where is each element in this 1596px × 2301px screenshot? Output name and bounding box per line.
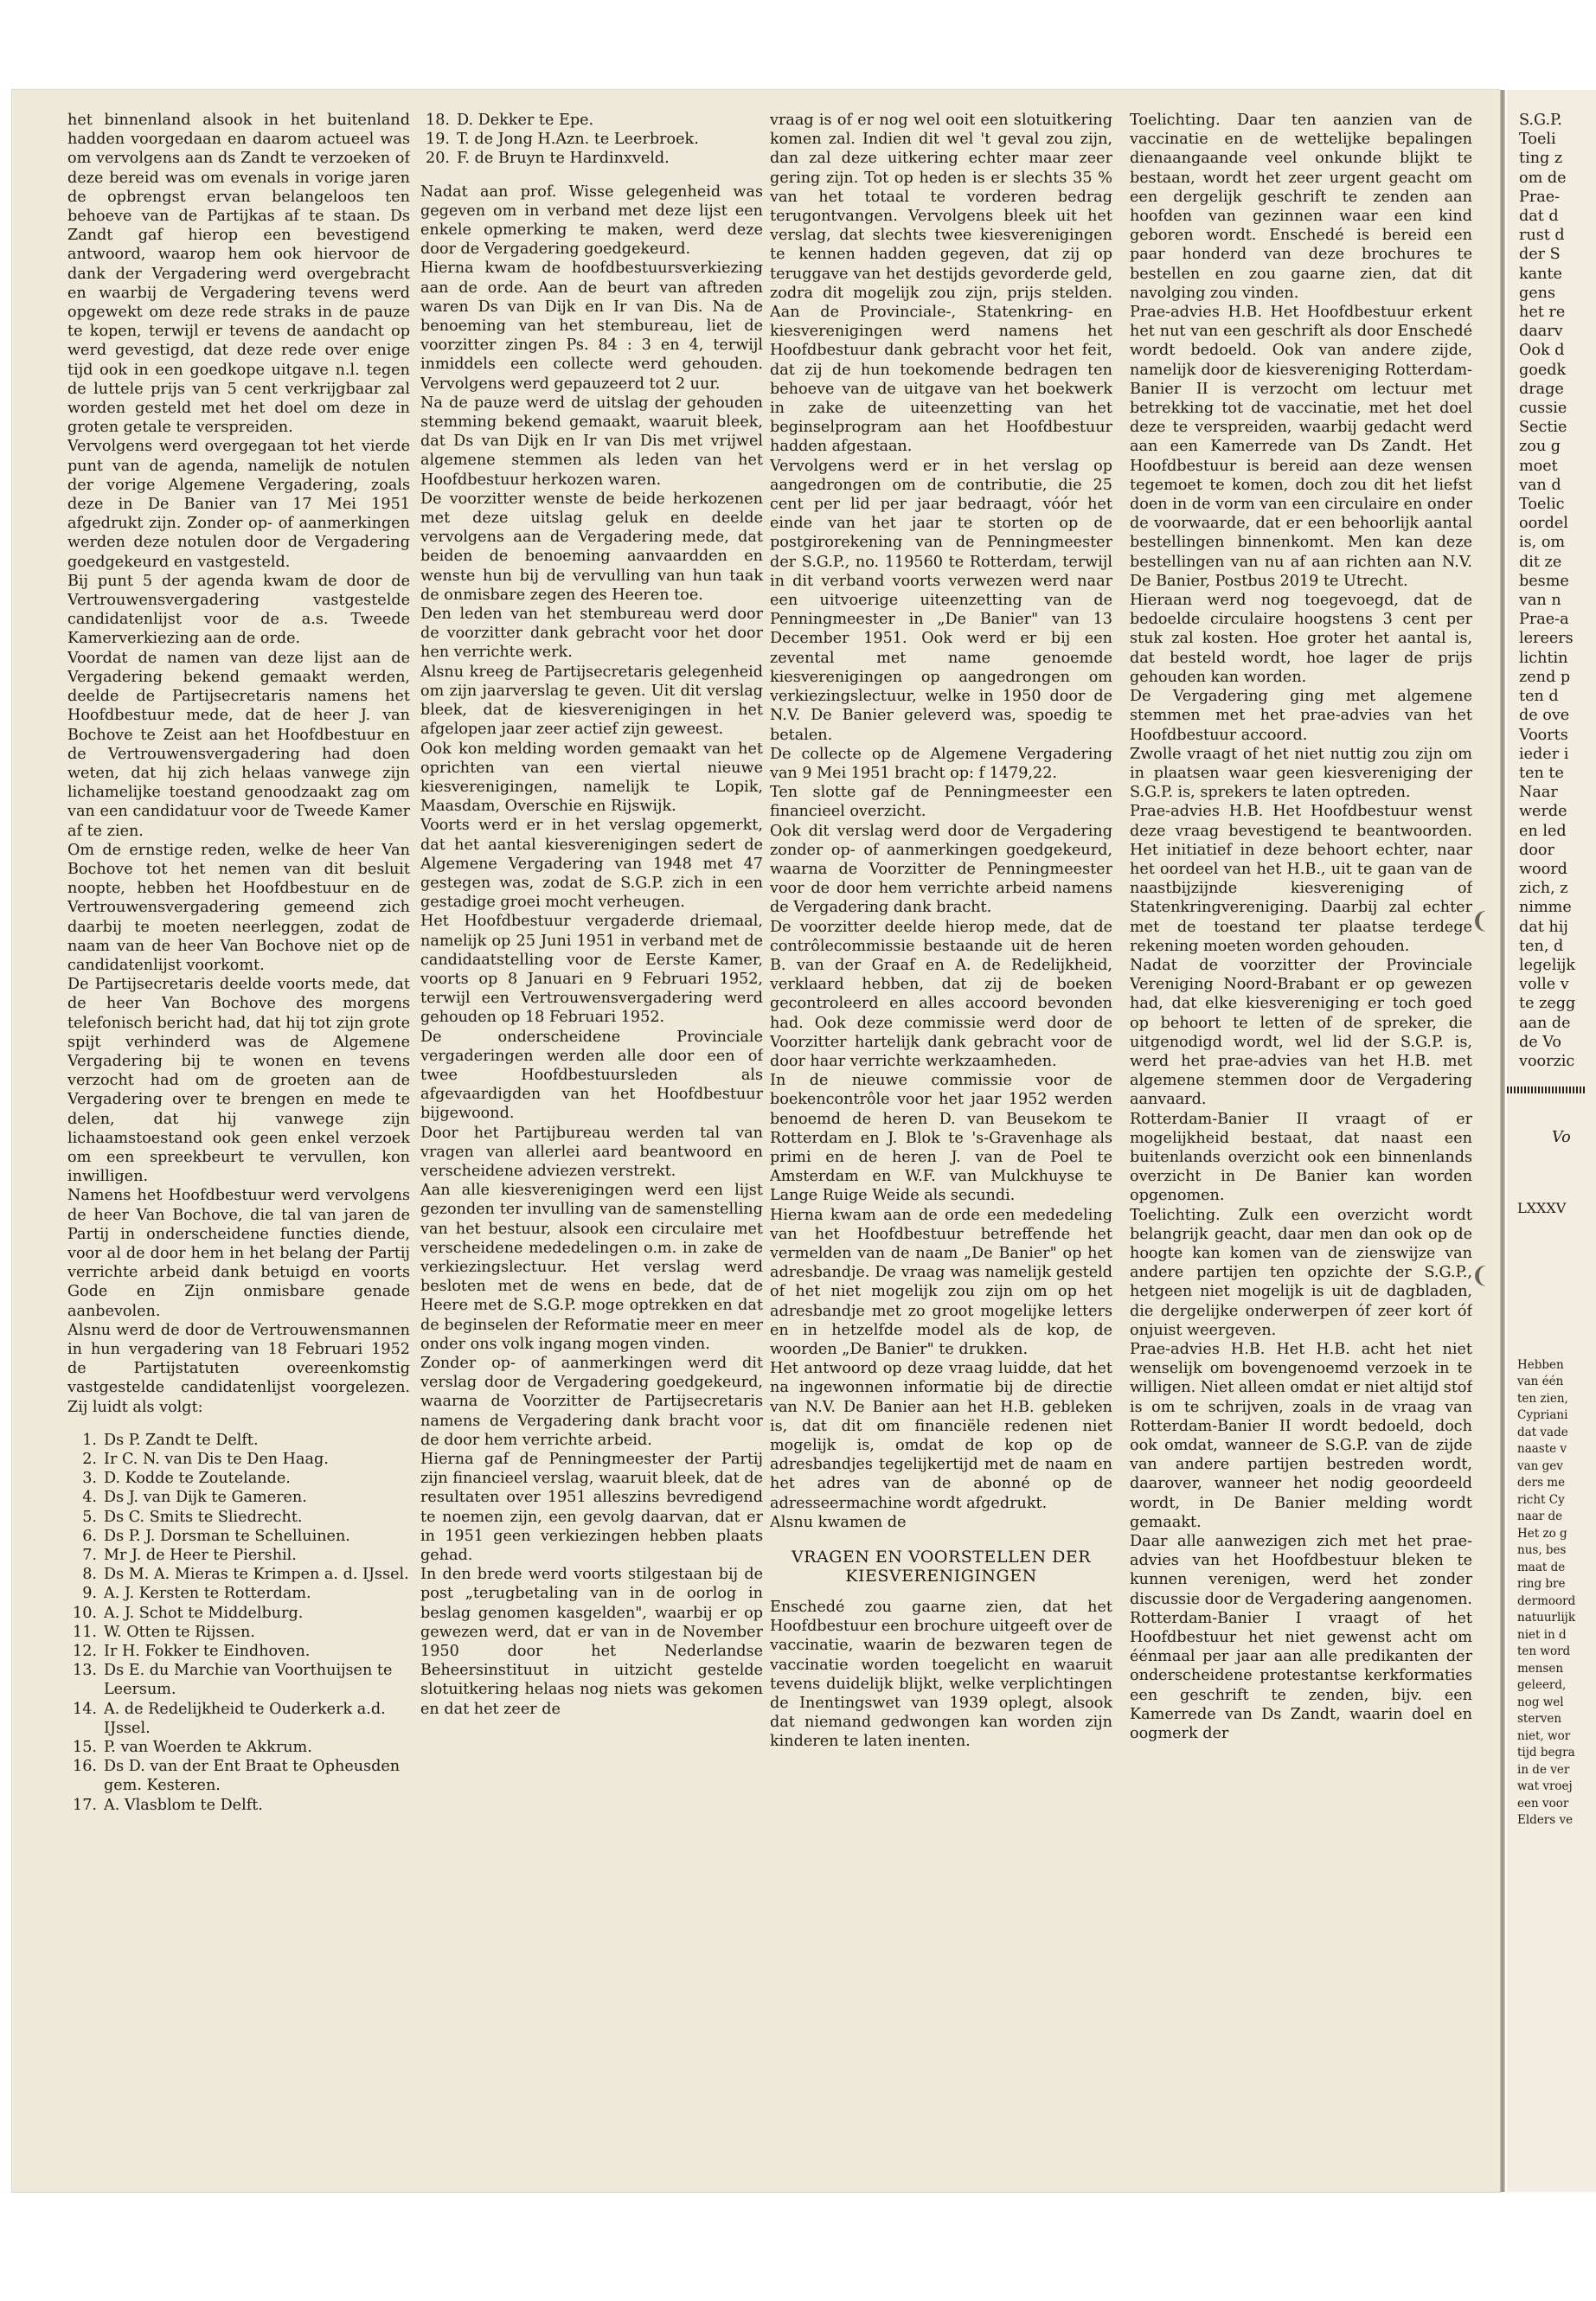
text-fragment: S.G.P.: [1519, 112, 1562, 129]
binding-mark-icon: ❨: [1471, 908, 1490, 934]
text-fragment: nog wel: [1517, 1695, 1564, 1709]
list-item: [67, 1546, 410, 1565]
text-fragment: lereers: [1519, 630, 1574, 648]
list-number: 2.: [82, 1451, 97, 1469]
text-fragment: dat vade: [1517, 1425, 1568, 1439]
next-page-fragment: [1507, 90, 1596, 2192]
text-fragment: ten d: [1519, 688, 1559, 706]
text-fragment: om de: [1519, 169, 1567, 187]
paragraph: Hierna kwam de hoofdbestuursverkiezing aan de orde. Aan de beurt van aftreden waren Ds van Dijk en Ir van Dis. Na de benoeming van het stembureau, liet de voorzitter zingen Ps. 84 : 3 en 4, terwijl inmiddels een collecte werd gehouden. Vervolgens werd gepauzeerd tot 2 uur.: [420, 260, 763, 393]
text-fragment: Naar: [1519, 784, 1558, 802]
text-fragment: goedk: [1519, 361, 1567, 379]
paragraph: Na de pauze werd de uitslag der gehouden stemming bekend gemaakt, waaruit bleek, dat Ds van Dijk en Ir van Dis met vrijwel algemene stemmen als leden van het Hoofdbestuur herkozen waren.: [420, 394, 763, 489]
text-fragment: zich, z: [1519, 880, 1568, 898]
text-fragment: de Vo: [1519, 1033, 1561, 1051]
paragraph: Toelichting. Daar ten aanzien van de vaccinatie en de wettelijke bepalingen dienaangaande veel onkunde blijkt te bestaan, wordt het zeer urgent geacht om een dergelijk geschrift te zenden aan hoofden van gezinnen waar een kind geboren wordt. Enschedé is bereid een paar honderd van deze brochures te bestellen en zou gaarne zien, dat dit navolging zou vinden.: [1130, 112, 1472, 302]
candidate-name: D. Kodde te Zoutelande.: [104, 1470, 291, 1488]
text-fragment: naar de: [1517, 1509, 1563, 1524]
paragraph: Hierna gaf de Penningmeester der Partij zijn financieel verslag, waaruit bleek, dat de resultaten over 1951 alleszins bevredigend te noemen zijn, een gevolg daarvan, dat er in 1951 geen verkiezingen hebben plaats gehad.: [420, 1451, 763, 1565]
candidate-name: Ds M. A. Mieras te Krimpen a. d. IJssel.: [104, 1566, 409, 1584]
text-fragment: Sectie: [1519, 419, 1567, 437]
text-fragment: ten, d: [1519, 937, 1564, 955]
candidate-name: T. de Jong H.Azn. te Leerbroek.: [457, 131, 699, 149]
text-fragment: in de ver: [1517, 1762, 1570, 1777]
paragraph: Voorts werd er in het verslag opgemerkt, dat het aantal kiesverenigingen sedert de Algemene Vergadering van 1948 met 47 gestegen was, zodat de S.G.P. zich in een gestadige groei mocht verheugen.: [420, 817, 763, 912]
paragraph: De Partijsecretaris deelde voorts mede, dat de heer Van Bochove des morgens telefonisch bericht had, dat hij tot zijn grote spijt verhinderd was de Algemene Vergadering bij te wonen en tevens verzocht had om de groeten aan de Vergadering over te brengen en mede te delen, dat hij vanwege zijn lichaamstoestand ook geen enkel verzoek om een spreekbeurt te vervullen, kon inwilligen.: [67, 976, 410, 1186]
text-fragment: richt Cy: [1517, 1492, 1565, 1507]
paragraph: De collecte op de Algemene Vergadering van 9 Mei 1951 bracht op: f 1479,22.: [770, 745, 1112, 782]
binding-mark-icon: ❨: [1471, 1263, 1490, 1289]
text-fragment: en led: [1519, 822, 1567, 840]
text-fragment: Toeli: [1519, 131, 1556, 149]
paragraph: Prae-advies H.B. Het Hoofdbestuur erkent het nut van een geschrift als door Enschedé wordt bedoeld. Ook van andere zijde, namelijk door de kiesvereniging Rotterdam-Banier II is verzocht om lectuur met betrekking tot de vaccinatie, met het doel deze te verspreiden, waarbij gedacht werd aan een Kamerrede van Ds Zandt. Het Hoofdbestuur is bereid aan deze wensen tegemoet te komen, doch zou dit het liefst doen in de vorm van een circulaire en onder de voorwaarde, dat er een behoorlijk aantal bestellingen binnenkomt. Men kan deze bestellingen van nu af aan richten aan N.V. De Banier, Postbus 2019 te Utrecht.: [1130, 304, 1472, 590]
list-number: 7.: [82, 1547, 97, 1565]
paragraph: Het Hoofdbestuur vergaderde driemaal, namelijk op 25 Juni 1951 in verband met de candidaatstelling voor de Eerste Kamer, voorts op 8 Januari en 9 Februari 1952, terwijl een Vertrouwensvergadering werd gehouden op 18 Februari 1952.: [420, 913, 763, 1027]
paragraph: De onderscheidene Provinciale vergaderingen werden alle door een of twee Hoofdbestuursleden als afgevaardigden van het Hoofdbestuur bijgewoond.: [420, 1028, 763, 1123]
text-fragment: daarv: [1519, 323, 1563, 341]
text-fragment: zou g: [1519, 438, 1561, 456]
text-fragment: Voorts: [1519, 726, 1568, 744]
paragraph: In den brede werd voorts stilgestaan bij de post „terugbetaling van in de oorlog in beslag genomen kasgelden", waarbij er op gewezen werd, dat er van in de November 1950 door het Nederlandse Beheersinstituut in uitzicht gestelde slotuitkering helaas nog niets was gekomen en dat het zeer de: [420, 1566, 763, 1718]
paragraph: Aan alle kiesverenigingen werd een lijst gezonden ter invulling van de samenstelling van het bestuur, alsook een circulaire met verscheidene mededelingen o.m. in zake de verkiezingslectuur. Het verslag werd besloten met de wens en bede, dat de Heere met de S.G.P. moge optrekken en dat de beginselen der Reformatie meer en meer onder ons volk ingang mogen vinden.: [420, 1182, 763, 1353]
paragraph: De voorzitter deelde hierop mede, dat de contrôlecommissie bestaande uit de heren B. van der Graaf en A. de Redelijkheid, verklaard hebben, dat zij de boeken gecontroleerd en alles accoord bevonden had. Ook deze commissie werd door de Voorzitter hartelijk dank gebracht voor de door haar verrichte werkzaamheden.: [770, 918, 1112, 1070]
candidate-name: Ds C. Smits te Sliedrecht.: [104, 1508, 303, 1526]
list-number: 6.: [82, 1527, 97, 1545]
text-fragment: ieder i: [1519, 745, 1569, 763]
text-fragment: sterven: [1517, 1712, 1562, 1727]
list-item: [67, 1796, 410, 1815]
list-number: 20.: [426, 150, 450, 168]
list-number: 4.: [82, 1489, 97, 1507]
paragraph: Om de ernstige reden, welke de heer Van Bochove tot het nemen van dit besluit noopte, hebben het Hoofdbestuur en de Vertrouwensvergadering gemeend zich daarbij te moeten neerleggen, zodat de naam van de heer Van Bochove niet op de candidatenlijst voorkomt.: [67, 841, 410, 974]
text-fragment: Ook d: [1519, 342, 1565, 360]
paragraph: Hieraan werd nog toegevoegd, dat de bedoelde circulaire hoogstens 3 cent per stuk zal kosten. Hoe groter het aantal is, dat besteld wordt, hoe lager de prijs gehouden kan worden.: [1130, 592, 1472, 686]
text-fragment: naaste v: [1517, 1442, 1567, 1457]
list-item: [67, 1488, 410, 1507]
list-item: [420, 130, 763, 149]
text-fragment: is, om: [1519, 534, 1566, 552]
list-number: 5.: [82, 1508, 97, 1526]
list-number: 15.: [73, 1739, 97, 1757]
list-number: 11.: [73, 1623, 97, 1641]
paragraph: Voordat de namen van deze lijst aan de Vergadering bekend gemaakt werden, deelde de Partijsecretaris namens het Hoofdbestuur mede, dat de heer J. van Bochove te Zeist aan het Hoofdbestuur en de Vertrouwensvergadering had doen weten, dat hij zich helaas vanwege zijn lichamelijke toestand genoodzaakt zag om van een candidatuur voor de Tweede Kamer af te zien.: [67, 649, 410, 840]
paragraph: Enschedé zou gaarne zien, dat het Hoofdbestuur een brochure uitgeeft over de vaccinatie, waarin de bezwaren tegen de vaccinatie worden toegelicht en waaruit tevens duidelijk blijkt, welke verplichtingen de Inentingswet van 1939 oplegt, alsook dat niemand gedwongen kan worden zijn kinderen te laten inenten.: [770, 1599, 1112, 1751]
text-fragment: Prae-: [1519, 188, 1561, 206]
text-fragment: tijd begra: [1517, 1746, 1575, 1760]
list-item: [67, 1623, 410, 1642]
column-1: [67, 111, 410, 2100]
list-number: 3.: [82, 1470, 97, 1488]
text-fragment: legelijk: [1519, 956, 1576, 974]
text-fragment: door: [1519, 841, 1554, 859]
list-number: 8.: [82, 1566, 97, 1584]
paragraph: Ten slotte gaf de Penningmeester een financieel overzicht.: [770, 784, 1112, 821]
paragraph: Toelichting. Zulk een overzicht wordt belangrijk geacht, daar men dan ook op de hoogte kan komen van de zienswijze van andere partijen ten opzichte der S.G.P., hetgeen niet mogelijk is uit de dagbladen, die dergelijke onderwerpen óf zeer kort óf onjuist weergeven.: [1130, 1206, 1472, 1339]
list-item: [67, 1738, 410, 1757]
text-fragment: gens: [1519, 284, 1556, 302]
paragraph: Het antwoord op deze vraag luidde, dat het na ingewonnen informatie bij de directie van N.V. De Banier aan het H.B. gebleken is, dat dit om financiële redenen niet mogelijk is, omdat de kop op de adresbandjes tegelijkertijd met de naam en het adres van de abonné op de adresseermachine wordt afgedrukt.: [770, 1360, 1112, 1512]
list-item: [67, 1469, 410, 1488]
text-fragment: van d: [1519, 476, 1561, 494]
text-fragment: van gev: [1517, 1458, 1563, 1473]
list-number: 12.: [73, 1643, 97, 1661]
paragraph: Alsnu kwamen de: [770, 1513, 907, 1531]
text-fragment: natuurlijk: [1517, 1611, 1576, 1625]
text-fragment: voorzic: [1519, 1052, 1575, 1070]
candidate-name: A. de Redelijkheid te Ouderkerk a.d. IJssel.: [104, 1700, 386, 1737]
text-fragment: niet, wor: [1517, 1728, 1571, 1743]
text-fragment: ten word: [1517, 1644, 1571, 1659]
text-fragment: ring bre: [1517, 1577, 1566, 1592]
paragraph: Den leden van het stembureau werd door de voorzitter dank gebracht voor het door hen verrichte werk.: [420, 606, 763, 662]
list-number: 13.: [73, 1662, 97, 1680]
list-number: 18.: [426, 112, 450, 129]
candidate-name: A. J. Kersten te Rotterdam.: [104, 1585, 311, 1603]
candidate-name: Mr J. de Heer te Piershil.: [104, 1547, 297, 1565]
text-fragment: volle v: [1519, 976, 1569, 994]
text-fragment: het re: [1519, 304, 1566, 322]
text-fragment: ders me: [1517, 1476, 1566, 1490]
text-fragment: Toelic: [1519, 496, 1565, 514]
list-item: [67, 1604, 410, 1623]
text-fragment: kante: [1519, 265, 1562, 283]
list-number: 19.: [426, 131, 450, 149]
candidate-name: Ds P. J. Dorsman te Schelluinen.: [104, 1527, 350, 1545]
list-number: 16.: [73, 1758, 97, 1776]
paragraph: Rotterdam-Banier II vraagt of er mogelijkheid bestaat, dat naast een buitenlands overzicht ook een binnenlands overzicht in De Banier kan worden opgenomen.: [1130, 1110, 1472, 1205]
candidate-name: Ds E. du Marchie van Voorthuijsen te Leersum.: [104, 1662, 393, 1699]
paragraph: Nadat de voorzitter der Provinciale Vereniging Noord-Brabant er op gewezen had, dat elke kiesvereniging er toch goed op behoort te letten of de spreker, die uitgenodigd wordt, wel lid der S.G.P. is, werd het prae-advies van het H.B. met algemene stemmen door de Vergadering aanvaard.: [1130, 956, 1472, 1109]
paragraph: De Vergadering ging met algemene stemmen met het prae-advies van het Hoofdbestuur accoord.: [1130, 688, 1472, 744]
list-number: 14.: [73, 1700, 97, 1718]
text-fragment: Prae-a: [1519, 611, 1569, 629]
paragraph: vraag is of er nog wel ooit een slotuitkering komen zal. Indien dit wel 't geval zou zijn, dan zal deze uitkering echter maar zeer gering zijn. Tot op heden is er slechts 35 % van het totaal te vorderen bedrag terugontvangen. Vervolgens bleek uit het verslag, dat slechts twee kiesverenigingen te kennen hadden gegeven, dat zij op teruggave van het destijds gevorderde geld, zodra dit mogelijk zou zijn, prijs stelden. Aan de Provinciale-, Statenkring- en kiesverenigingen werd namens het Hoofdbestuur dank gebracht voor het feit, dat zij de hun toekomende bedragen ten behoeve van de uitgave van het boekwerk in zake de uiteenzetting van het beginselprogram aan het Hoofdbestuur hadden afgestaan.: [770, 112, 1112, 456]
ornament-rule: [1507, 1086, 1585, 1093]
paragraph: Zonder op- of aanmerkingen werd dit verslag door de Vergadering goedgekeurd, waarna de Voorzitter de Partijsecretaris namens de Vergadering dank bracht voor de door hem verrichte arbeid.: [420, 1355, 763, 1449]
text-fragment: van één: [1517, 1375, 1564, 1389]
text-fragment: dat hij: [1519, 918, 1568, 936]
text-fragment: zend p: [1519, 668, 1571, 686]
text-fragment: aan de: [1519, 1014, 1571, 1032]
paragraph: Daar alle aanwezigen zich met het prae-advies van het Hoofdbestuur bleken te kunnen verenigen, werd het zonder discussie door de Vergadering aangenomen.: [1130, 1533, 1472, 1608]
text-fragment: Elders ve: [1517, 1813, 1574, 1828]
text-fragment: nimme: [1519, 899, 1572, 917]
text-fragment: geleerd,: [1517, 1678, 1567, 1693]
paragraph: Nadat aan prof. Wisse gelegenheid was gegeven om in verband met deze lijst een enkele opmerking te maken, werd deze door de Vergadering goedgekeurd.: [420, 183, 763, 259]
next-page-header-fragment: Vo: [1552, 1129, 1571, 1147]
text-fragment: niet in d: [1517, 1627, 1567, 1642]
candidate-name: A. J. Schot te Middelburg.: [104, 1604, 304, 1622]
text-fragment: maat de: [1517, 1560, 1566, 1574]
text-fragment: werde: [1519, 803, 1567, 821]
text-fragment: Cypriani: [1517, 1408, 1568, 1423]
list-item: [67, 1450, 410, 1469]
paragraph: Ook dit verslag werd door de Vergadering zonder op- of aanmerkingen goedgekeurd, waarna de Voorzitter de Penningmeester voor de door hem verrichte arbeid namens de Vergadering dank bracht.: [770, 822, 1112, 917]
text-fragment: woord: [1519, 860, 1567, 878]
text-fragment: de ove: [1519, 707, 1570, 725]
list-item: [420, 111, 763, 130]
text-fragment: ting z: [1519, 150, 1563, 168]
text-fragment: cussie: [1519, 400, 1567, 418]
text-fragment: van n: [1519, 592, 1561, 610]
list-item: [67, 1508, 410, 1527]
column-3: [770, 111, 1112, 2100]
candidate-list-continued: [420, 111, 763, 169]
list-item: [67, 1757, 410, 1795]
text-fragment: dit ze: [1519, 553, 1562, 571]
section-heading: VRAGEN EN VOORSTELLEN DER KIESVERENIGINGEN: [791, 1548, 1092, 1586]
text-fragment: dermoord: [1517, 1593, 1576, 1608]
candidate-name: Ir C. N. van Dis te Den Haag.: [104, 1451, 329, 1469]
candidate-name: D. Dekker te Epe.: [457, 112, 594, 129]
paragraph: Vervolgens werd overgegaan tot het vierde punt van de agenda, namelijk de notulen der vorige Algemene Vergadering, zoals deze in De Banier van 17 Mei 1951 afgedrukt zijn. Zonder op- of aanmerkingen werden deze notulen door de Vergadering goedgekeurd en vastgesteld.: [67, 438, 410, 571]
paragraph: In de nieuwe commissie voor de boekencontrôle voor het jaar 1952 werden benoemd de heren D. van Beusekom te Rotterdam en J. Blok te 's-Gravenhage als primi en de heren J. van de Poel te Amsterdam en W.F. van Mulckhuyse te Lange Ruige Weide als secundi.: [770, 1072, 1112, 1205]
text-fragment: Hebben: [1517, 1357, 1564, 1372]
text-fragment: moet: [1519, 457, 1558, 475]
list-number: 17.: [73, 1796, 97, 1814]
text-fragment: drage: [1519, 380, 1564, 398]
paragraph: Prae-advies H.B. Het H.B. acht het niet wenselijk om bovengenoemd verzoek in te willigen. Niet alleen omdat er niet altijd stof is om te schrijven, zoals in de vraag van Rotterdam-Banier II wordt bedoeld, doch ook omdat, wanneer de S.G.P. van de zijde van andere partijen bestreden wordt, daarover, wanneer het nodig geoordeeld wordt, in De Banier melding wordt gemaakt.: [1130, 1341, 1472, 1531]
column-4: [1130, 111, 1472, 2100]
text-fragment: rust d: [1519, 227, 1565, 245]
paragraph: Vervolgens werd er in het verslag op aangedrongen om de contributie, die 25 cent per lid per jaar bedraagt, vóór het einde van het jaar te storten op de postgirorekening van de Penningmeester der S.G.P., no. 119560 te Rotterdam, terwijl in dit verband voorts verwezen werd naar een uitvoerige uiteenzetting van de Penningmeester in „De Banier" van 13 December 1951. Ook werd er bij een zevental met name genoemde kiesverenigingen op aangedrongen om verkiezingslectuur, welke in 1950 door de N.V. De Banier geleverd was, spoedig te betalen.: [770, 457, 1112, 744]
text-fragment: besme: [1519, 572, 1569, 590]
list-item: [67, 1661, 410, 1699]
paragraph: De voorzitter wenste de beide herkozenen met deze uitslag geluk en deelde vervolgens aan de Vergadering mede, dat beiden de benoeming aanvaardden en wenste hun bij de vervulling van hun taak de onmisbare zegen des Heeren toe.: [420, 490, 763, 604]
text-fragment: lichtin: [1519, 649, 1568, 667]
text-fragment: nus, bes: [1517, 1543, 1567, 1558]
list-number: 9.: [82, 1585, 97, 1603]
paragraph: Alsnu kreeg de Partijsecretaris gelegenheid om zijn jaarverslag te geven. Uit dit verslag bleek, dat de kiesverenigingen in het afgelopen jaar zeer actief zijn geweest.: [420, 663, 763, 739]
list-number: 10.: [73, 1604, 97, 1622]
paragraph: Door het Partijbureau werden tal van vragen van allerlei aard beantwoord en verscheidene adviezen verstrekt.: [420, 1124, 763, 1180]
list-item: [67, 1700, 410, 1738]
text-fragment: ten te: [1519, 764, 1564, 782]
text-fragment: dat d: [1519, 208, 1559, 226]
text-fragment: mensen: [1517, 1661, 1564, 1676]
list-item: [67, 1565, 410, 1584]
candidate-name: Ir H. Fokker te Eindhoven.: [104, 1643, 311, 1661]
text-fragment: te zegg: [1519, 995, 1576, 1013]
candidate-name: Ds D. van der Ent Braat te Opheusden gem. Kesteren.: [104, 1758, 401, 1795]
candidate-name: A. Vlasblom te Delft.: [104, 1796, 263, 1814]
text-fragment: Het zo g: [1517, 1526, 1567, 1541]
text-fragment: ten zien,: [1517, 1391, 1568, 1406]
candidate-name: W. Otten te Rijssen.: [104, 1623, 255, 1641]
candidate-name: Ds P. Zandt te Delft.: [104, 1431, 259, 1449]
page-fold: [1500, 90, 1505, 2192]
paragraph: Ook kon melding worden gemaakt van het oprichten van een viertal nieuwe kiesverenigingen, namelijk te Lopik, Maasdam, Overschie en Rijswijk.: [420, 740, 763, 816]
paragraph: het binnenland alsook in het buitenland hadden voorgedaan en daarom actueel was om vervolgens aan ds Zandt te verzoeken of deze bereid was om evenals in vorige jaren de opbrengst ervan belangeloos ten behoeve van de Partijkas af te staan. Ds Zandt gaf hierop een bevestigend antwoord, waarop hem ook hiervoor de dank der Vergadering werd overgebracht en waarbij de Vergadering tevens werd opgewekt om deze rede straks in de pauze te kopen, terwijl er tevens de aandacht op werd gevestigd, dat deze rede over enige tijd ook in een goedkope uitgave n.l. tegen de luttele prijs van 5 cent verkrijgbaar zal worden gesteld met het doel om deze in groten getale te verspreiden.: [67, 112, 410, 437]
candidate-name: P. van Woerden te Akkrum.: [104, 1739, 312, 1757]
paragraph: Bij punt 5 der agenda kwam de door de Vertrouwensvergadering vastgestelde candidatenlijst voor de a.s. Tweede Kamerverkiezing aan de orde.: [67, 572, 410, 648]
list-item: [67, 1431, 410, 1450]
paragraph: Rotterdam-Banier I vraagt of het Hoofdbestuur het niet gewenst acht om éénmaal per jaar aan alle predikanten der onderscheidene protestantse kerkformaties een geschrift te zenden, bijv. een Kamerrede van Ds Zandt, waarin doel en oogmerk der: [1130, 1609, 1472, 1743]
list-item: [420, 149, 763, 168]
list-number: 1.: [82, 1431, 97, 1449]
candidate-list: [67, 1431, 410, 1815]
list-item: [67, 1527, 410, 1546]
paragraph: Alsnu werd de door de Vertrouwensmannen in hun vergadering van 18 Februari 1952 de Partijstatuten overeenkomstig vastgestelde candidatenlijst voorgelezen. Zij luidt als volgt:: [67, 1321, 410, 1416]
text-fragment: een voor: [1517, 1796, 1569, 1811]
candidate-name: F. de Bruyn te Hardinxveld.: [457, 150, 670, 168]
candidate-name: Ds J. van Dijk te Gameren.: [104, 1489, 307, 1507]
list-item: [67, 1584, 410, 1603]
text-fragment: oordel: [1519, 515, 1568, 533]
list-item: [67, 1642, 410, 1661]
paragraph: Zwolle vraagt of het niet nuttig zou zijn om in plaatsen waar geen kiesvereniging der S.G.P. is, sprekers te laten optreden.: [1130, 745, 1472, 802]
paragraph: Namens het Hoofdbestuur werd vervolgens de heer Van Bochove, die tal van jaren de Partij in onderscheidene functies diende, voor al de door hem in het belang der Partij verrichte arbeid dank betuigd en voorts Gode en Zijn onmisbare genade aanbevolen.: [67, 1187, 410, 1320]
volume-number: LXXXV: [1517, 1200, 1567, 1217]
paragraph: Prae-advies H.B. Het Hoofdbestuur wenst deze vraag bevestigend te beantwoorden. Het initiatief in deze behoort echter, naar het oordeel van het H.B., uit te gaan van de naastbijzijnde kiesvereniging of Statenkringvereniging. Daarbij zal echter met de toestand ter plaatse terdege rekening moeten worden gehouden.: [1130, 803, 1472, 955]
paragraph: Hierna kwam aan de orde een mededeling van het Hoofdbestuur betreffende het vermelden van de naam „De Banier" op het adresbandje. De vraag was namelijk gesteld of het niet mogelijk zou zijn om op het adresbandje met zo groot mogelijke letters en in hetzelfde model als de kop, de woorden „De Banier" te drukken.: [770, 1206, 1112, 1358]
column-2: [420, 111, 763, 2100]
text-fragment: der S: [1519, 246, 1561, 264]
text-fragment: wat vroej: [1517, 1779, 1573, 1794]
